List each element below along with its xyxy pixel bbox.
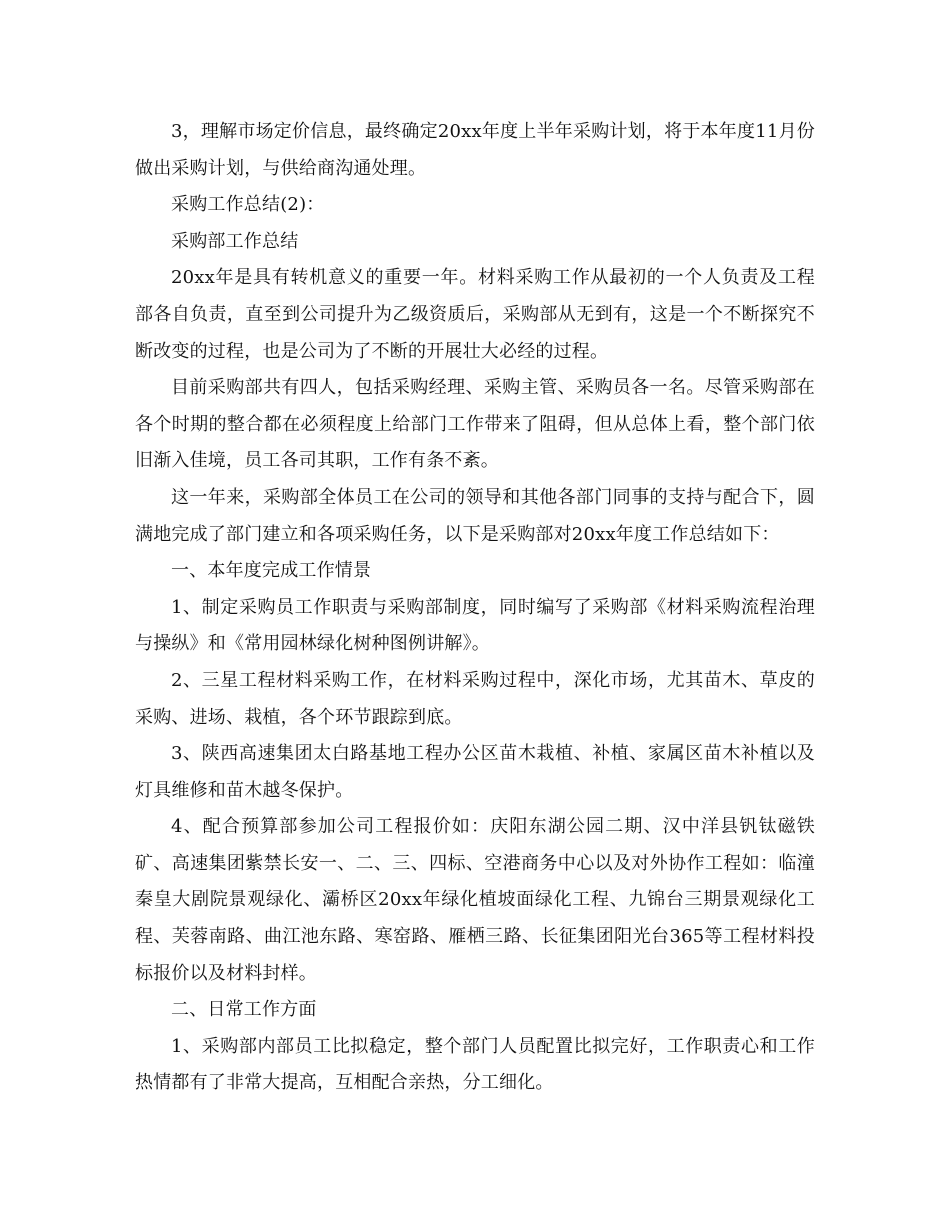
paragraph-purchase-plan: 3，理解市场定价信息，最终确定20xx年度上半年采购计划，将于本年度11月份做出采购计划，与供给商沟通处理。 <box>135 121 815 179</box>
section-heading-department-summary: 采购部工作总结 <box>171 230 299 252</box>
list-item-daily-1: 1、采购部内部员工比拟稳定，整个部门人员配置比拟完好，工作职责心和工作热情都有了非常大提高，互相配合亲热，分工细化。 <box>135 1035 815 1094</box>
section-heading-summary-2: 采购工作总结(2)： <box>171 194 325 216</box>
document-body <box>135 114 815 1102</box>
paragraph-year-review-intro: 这一年来，采购部全体员工在公司的领导和其他各部门同事的支持与配合下，圆满地完成了部门建立和各项采购任务，以下是采购部对20xx年度工作总结如下： <box>135 486 815 545</box>
list-item-4: 4、配合预算部参加公司工程报价如：庆阳东湖公园二期、汉中洋县钒钛磁铁矿、高速集团紫禁长安一、二、三、四标、空港商务中心以及对外协作工程如：临潼秦皇大剧院景观绿化、灞桥区20xx年绿化植坡面绿化工程、九锦台三期景观绿化工程、芙蓉南路、曲江池东路、寒窑路、雁栖三路、长征集团阳光台365等工程材料投标报价以及材料封样。 <box>135 816 815 984</box>
list-item-2: 2、三星工程材料采购工作，在材料采购过程中，深化市场，尤其苗木、草皮的采购、进场、栽植，各个环节跟踪到底。 <box>135 669 815 728</box>
paragraph-staffing: 目前采购部共有四人，包括采购经理、采购主管、采购员各一名。尽管采购部在各个时期的整合都在必须程度上给部门工作带来了阻碍，但从总体上看，整个部门依旧渐入佳境，员工各司其职，工作有条不紊。 <box>135 377 815 472</box>
section-heading-completed-work: 一、本年度完成工作情景 <box>171 560 372 582</box>
list-item-1: 1、制定采购员工作职责与采购部制度，同时编写了采购部《材料采购流程治理与操纵》和《常用园林绿化树种图例讲解》。 <box>135 596 815 655</box>
list-item-3: 3、陕西高速集团太白路基地工程办公区苗木栽植、补植、家属区苗木补植以及灯具维修和苗木越冬保护。 <box>135 743 815 801</box>
paragraph-year-overview: 20xx年是具有转机意义的重要一年。材料采购工作从最初的一个人负责及工程部各自负责，直至到公司提升为乙级资质后，采购部从无到有，这是一个不断探究不断改变的过程，也是公司为了不断的开展壮大必经的过程。 <box>135 267 815 362</box>
section-heading-daily-work: 二、日常工作方面 <box>171 999 317 1021</box>
